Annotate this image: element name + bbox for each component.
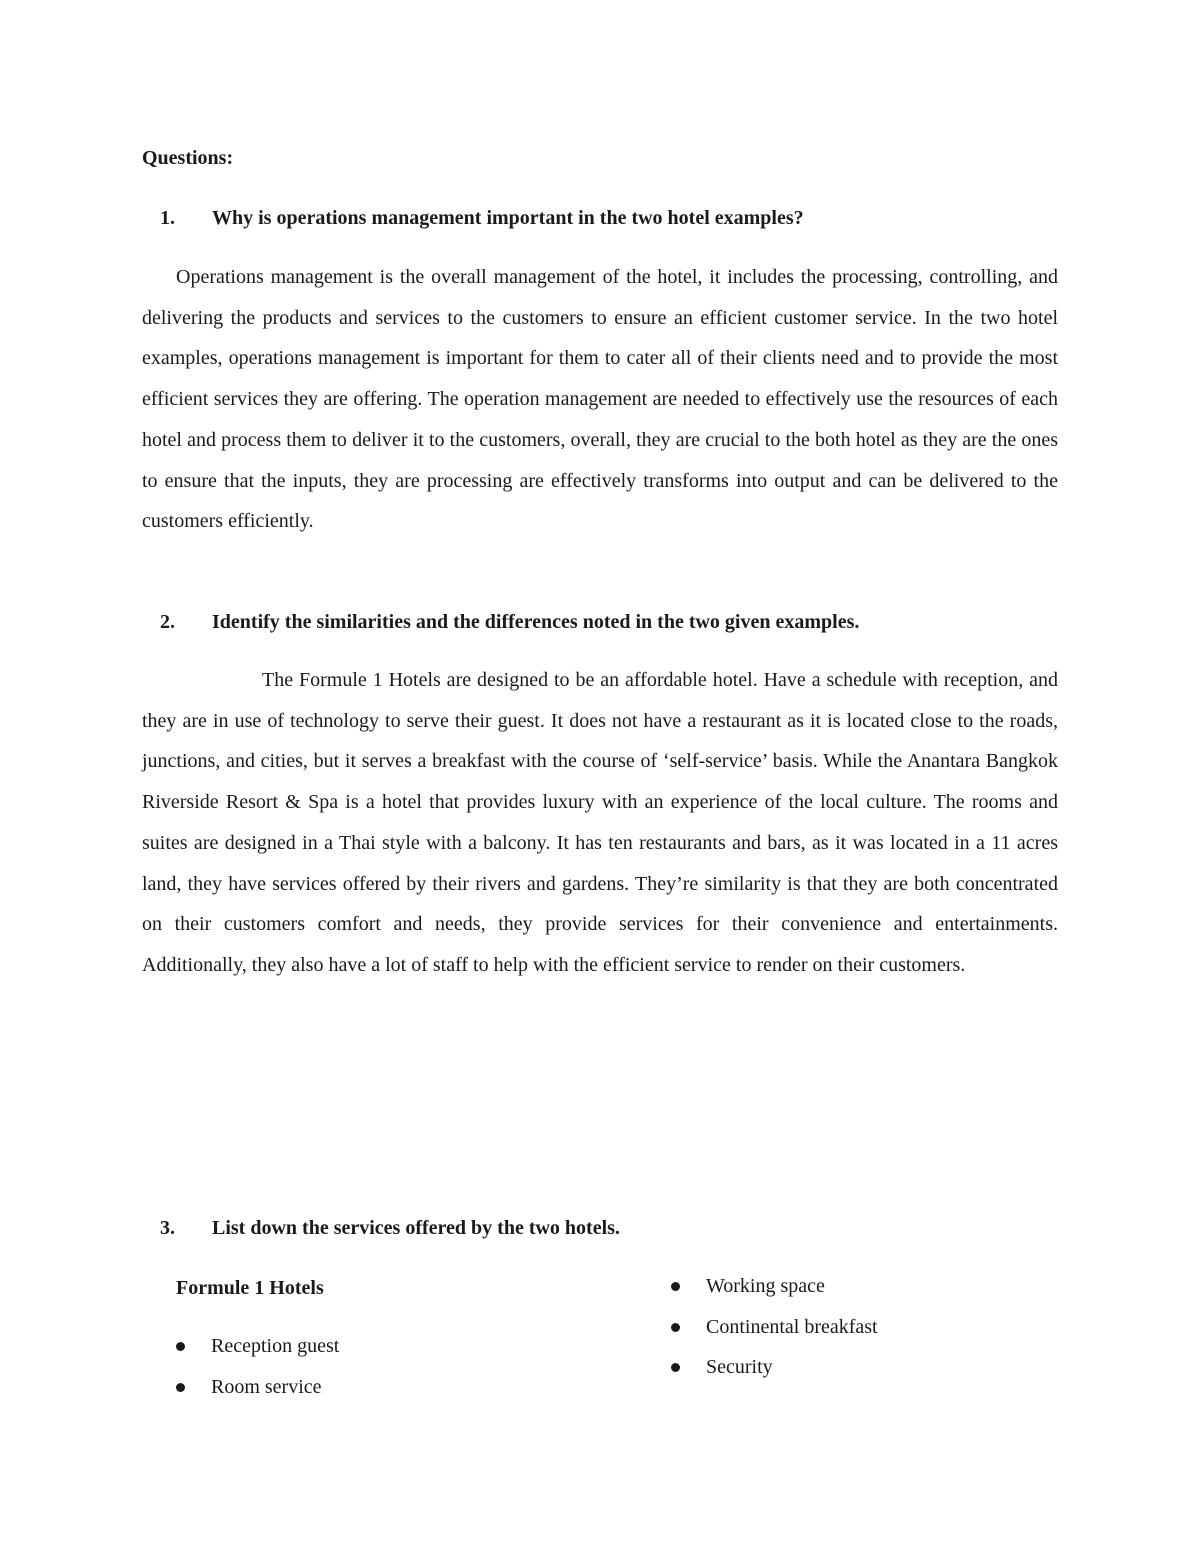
service-label: Security xyxy=(706,1356,773,1378)
list-item xyxy=(176,1326,339,1367)
bullet-icon xyxy=(176,1383,185,1392)
question-1-text: Why is operations management important in the two hotel examples? xyxy=(212,207,804,229)
list-item xyxy=(671,1307,878,1348)
bullet-icon xyxy=(671,1363,680,1372)
service-label: Reception guest xyxy=(211,1335,340,1357)
bullet-icon xyxy=(671,1282,680,1291)
bullet-icon xyxy=(671,1323,680,1332)
answer-2-paragraph: The Formule 1 Hotels are designed to be an affordable hotel. Have a schedule with reception, and they are in use of technology to serve their guest. It does not have a restaurant as it is located close to the roads, junctions, and cities, but it serves a breakfast with the course of ‘self-service’ basis. While the Anantara Bangkok Riverside Resort & Spa is a hotel that provides luxury with an experience of the local culture. The rooms and suites are designed in a Thai style with a balcony. It has ten restaurants and bars, as it was located in a 11 acres land, they have services offered by their rivers and gardens. They’re similarity is that they are both concentrated on their customers comfort and needs, they provide services for their convenience and entertainments. Additionally, they also have a lot of staff to help with the efficient service to render on their customers. xyxy=(142,669,1058,976)
question-2-number: 2. xyxy=(160,611,175,633)
service-label: Continental breakfast xyxy=(706,1315,878,1338)
list-item xyxy=(176,1367,339,1408)
bullet-icon xyxy=(176,1342,185,1351)
answer-1-paragraph: Operations management is the overall management of the hotel, it includes the processing, controlling, and delivering the products and services to the customers to ensure an efficient customer service. In the two hotel examples, operations management is important for them to cater all of their clients need and to provide the most efficient services they are offering. The operation management are needed to effectively use the resources of each hotel and process them to deliver it to the customers, overall, they are crucial to the both hotel as they are the ones to ensure that the inputs, they are processing are effectively transforms into output and can be delivered to the customers efficiently. xyxy=(142,266,1058,533)
question-1-number: 1. xyxy=(160,207,175,229)
list-item xyxy=(671,1266,878,1307)
document-heading: Questions: xyxy=(142,147,234,169)
service-label: Working space xyxy=(706,1275,825,1297)
services-list-left xyxy=(176,1326,339,1407)
question-2-text: Identify the similarities and the differences noted in the two given examples. xyxy=(212,611,860,633)
service-label: Room service xyxy=(211,1375,322,1398)
services-list-right xyxy=(671,1266,878,1388)
services-column-title: Formule 1 Hotels xyxy=(176,1277,324,1299)
question-3-number: 3. xyxy=(160,1217,175,1239)
list-item xyxy=(671,1347,878,1388)
question-3-text: List down the services offered by the two hotels. xyxy=(212,1217,620,1239)
